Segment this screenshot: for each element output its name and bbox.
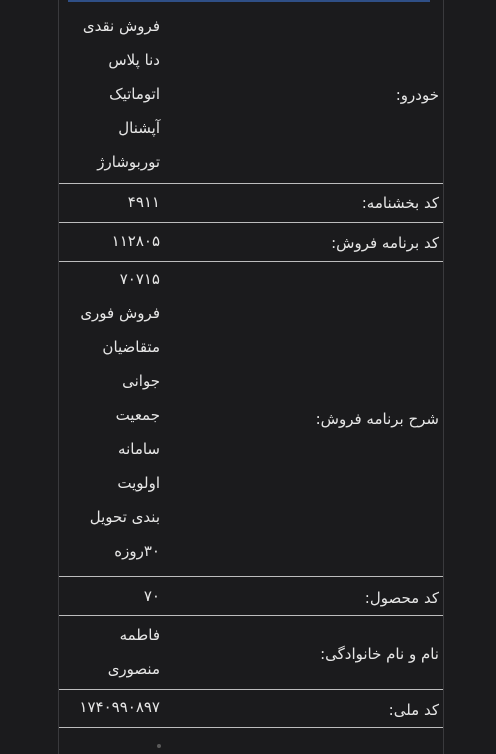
row-sales-program-desc <box>59 262 443 577</box>
circular-code-label: کد بخشنامه: <box>361 194 439 212</box>
car-value-line: توربوشارژ <box>97 153 160 171</box>
sales-program-desc-line: ۷۰۷۱۵ <box>119 270 160 288</box>
circular-code-value <box>128 191 160 213</box>
car-value-line: دنا پلاس <box>108 51 160 69</box>
sales-program-desc-line: فروش فوری <box>80 304 160 322</box>
sales-program-code-value <box>112 230 160 252</box>
scroll-indicator-dot <box>157 744 161 748</box>
sales-program-desc-line: سامانه <box>118 440 160 458</box>
full-name-line: فاطمه <box>119 626 160 644</box>
row-product-code <box>59 577 443 616</box>
sales-program-desc-value <box>80 262 160 568</box>
car-value <box>83 9 160 179</box>
car-value-line: اتوماتیک <box>109 85 160 103</box>
product-code-label: کد محصول: <box>364 589 439 607</box>
car-label: خودرو: <box>395 86 439 104</box>
national-id-text: ۱۷۴۰۹۹۰۸۹۷ <box>79 698 160 716</box>
full-name-label: نام و نام خانوادگی: <box>320 645 439 663</box>
product-code-value <box>144 585 160 607</box>
row-circular-code <box>59 184 443 223</box>
sales-program-desc-line: متقاضیان <box>102 338 160 356</box>
sales-program-desc-line: جمعیت <box>115 406 160 424</box>
sales-program-code-text: ۱۱۲۸۰۵ <box>111 232 160 250</box>
circular-code-text: ۴۹۱۱ <box>127 193 160 211</box>
details-table <box>58 0 444 754</box>
national-id-label: کد ملی: <box>388 701 439 719</box>
sales-program-code-label: کد برنامه فروش: <box>331 234 439 252</box>
sales-program-desc-line: بندی تحویل <box>89 508 160 526</box>
full-name-value <box>108 618 160 686</box>
car-value-line: آپشنال <box>118 119 160 137</box>
row-national-id <box>59 690 443 728</box>
car-value-line: فروش نقدی <box>82 17 160 35</box>
full-name-line: منصوری <box>107 660 160 678</box>
sales-program-desc-line: جوانی <box>122 372 160 390</box>
product-code-text: ۷۰ <box>143 587 160 605</box>
national-id-value <box>79 696 160 718</box>
sales-program-desc-line: اولویت <box>117 474 160 492</box>
sales-program-desc-label: شرح برنامه فروش: <box>315 410 439 428</box>
row-full-name <box>59 616 443 690</box>
sales-program-desc-line: ۳۰روزه <box>114 542 160 560</box>
row-car <box>59 0 443 184</box>
row-sales-program-code <box>59 223 443 262</box>
